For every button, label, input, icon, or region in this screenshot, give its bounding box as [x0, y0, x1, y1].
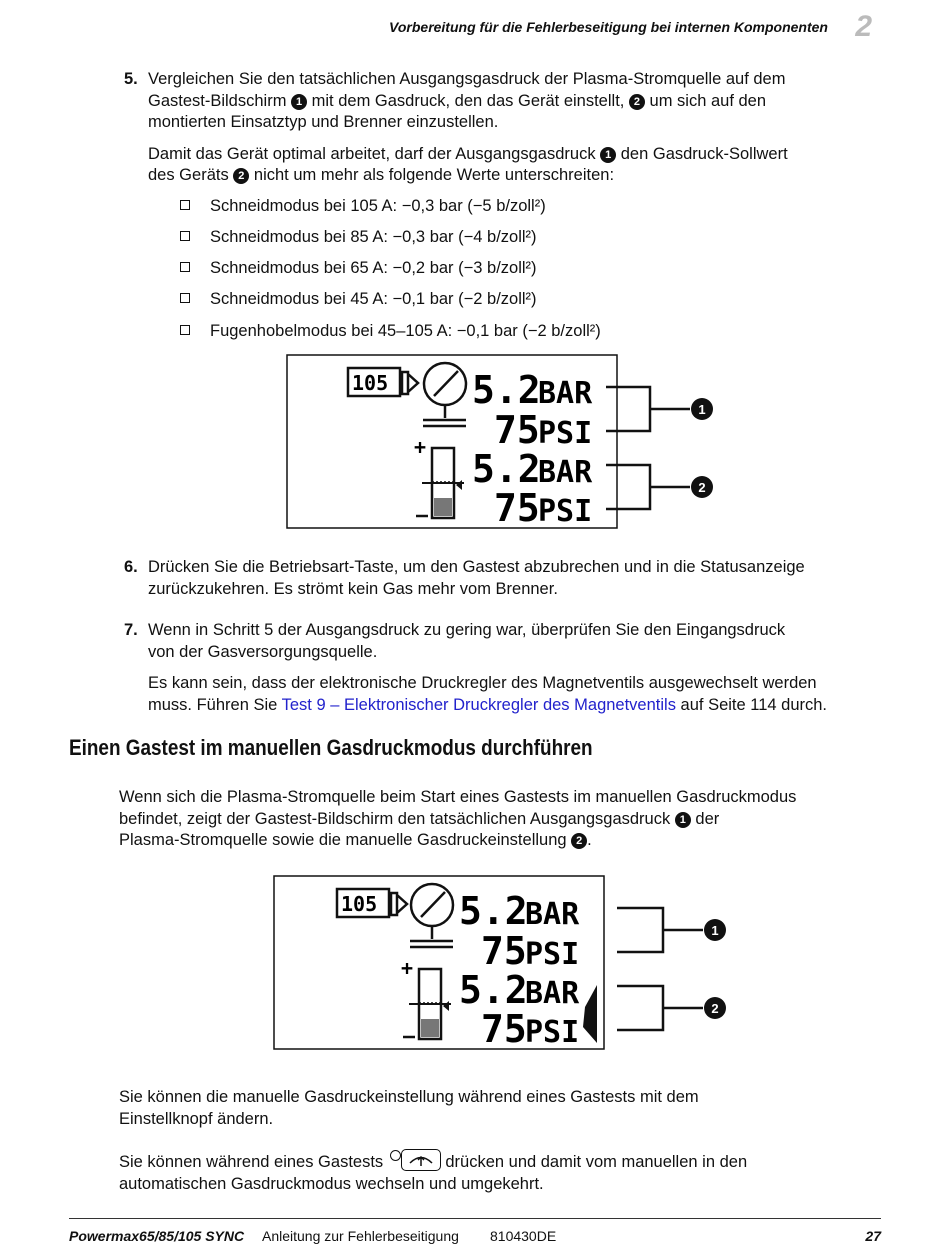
list-item: Fugenhobelmodus bei 45–105 A: −0,1 bar (−2 b/zoll²) [180, 322, 601, 341]
callout-bracket-1 [617, 908, 703, 952]
callout-2-icon: 2 [233, 168, 249, 184]
step-5-para2-line-2: des Geräts 2 nicht um mehr als folgende Werte unterschreiten: [148, 166, 615, 184]
lcd-bar-unit: BAR [538, 455, 593, 490]
step-5-line-2: Gastest-Bildschirm 1 mit dem Gasdruck, den das Gerät einstellt, 2 um sich auf den [148, 91, 767, 110]
lcd-psi-actual: 75 [494, 408, 540, 452]
section-intro: Wenn sich die Plasma-Stromquelle beim Start eines Gastests im manuellen Gasdruckmodus befindet, zeigt der Gastest-Bildschirm den tatsächlichen Ausgangsgasdruck 1 der Plasma-Stromquelle sowie die manuelle Gasdruckeinstellung 2 . [119, 788, 797, 849]
svg-text:+: + [414, 435, 427, 459]
step-5-line-3: montierten Einsatztyp und Brenner einzustellen. [148, 113, 499, 131]
checkbox-bullet-icon [180, 325, 190, 335]
svg-text:2: 2 [698, 480, 706, 495]
lcd-amps: 105 [352, 371, 389, 395]
lcd-psi-actual: 75 [481, 929, 527, 973]
callout-bracket-1 [606, 387, 690, 431]
lcd-bar-unit: BAR [525, 976, 580, 1011]
lcd-psi-unit: PSI [525, 937, 580, 972]
svg-text:+: + [401, 956, 414, 980]
led-indicator-icon [390, 1150, 401, 1161]
callout-2-icon: 2 [571, 833, 587, 849]
svg-text:1: 1 [711, 923, 719, 938]
gas-test-screen-figure-2 [273, 875, 743, 1051]
list-item: Schneidmodus bei 105 A: −0,3 bar (−5 b/zoll²) [180, 197, 546, 216]
checkbox-bullet-icon [180, 262, 190, 272]
callout-1-icon: 1 [675, 812, 691, 828]
checkbox-bullet-icon [180, 293, 190, 303]
checkbox-bullet-icon [180, 200, 190, 210]
chapter-number: 2 [855, 10, 872, 43]
gas-test-screen-figure-1 [286, 354, 726, 530]
callout-bracket-2 [617, 986, 703, 1030]
lcd-amps: 105 [341, 892, 378, 916]
running-header-title: Vorbereitung für die Fehlerbeseitigung bei internen Komponenten [389, 19, 828, 35]
lcd-bar-setpoint: 5.2 [472, 447, 541, 491]
page-number: 27 [865, 1228, 881, 1244]
section-paragraph-3: Sie können während eines Gastests drücken und damit vom manuellen in den automatischen Gasdruckmodus wechseln und umgekehrt. [119, 1149, 899, 1195]
lcd-psi-unit: PSI [525, 1015, 580, 1050]
footer-manual-title: Anleitung zur Fehlerbeseitigung [262, 1228, 459, 1244]
list-item: Schneidmodus bei 85 A: −0,3 bar (−4 b/zoll²) [180, 228, 537, 247]
gas-mode-button-icon [401, 1149, 441, 1171]
section-heading: Einen Gastest im manuellen Gasdruckmodus durchführen [69, 735, 593, 760]
svg-text:1: 1 [698, 402, 706, 417]
step-5-line-1: Vergleichen Sie den tatsächlichen Ausgangsgasdruck der Plasma-Stromquelle auf dem [148, 70, 786, 88]
lcd-bar-unit: BAR [525, 897, 580, 932]
callout-bracket-2 [606, 465, 690, 509]
list-item: Schneidmodus bei 65 A: −0,2 bar (−3 b/zoll²) [180, 259, 537, 278]
callout-1-icon: 1 [291, 94, 307, 110]
svg-text:2: 2 [711, 1001, 719, 1016]
checkbox-bullet-icon [180, 231, 190, 241]
footer-divider [69, 1218, 881, 1219]
lcd-psi-unit: PSI [538, 494, 593, 529]
footer-part-number: 810430DE [490, 1228, 557, 1244]
footer-product: Powermax65/85/105 SYNC [69, 1228, 245, 1244]
step-7-text: Wenn in Schritt 5 der Ausgangsdruck zu gering war, überprüfen Sie den Eingangsdruck von der Gasversorgungsquelle. Es kann sein, dass der elektronische Druckregler des Magnetventils ausgewechselt werden muss. Führen Sie Test 9 – Elektronischer Druckregler des Magnetventils auf Seite 114 durch. [148, 621, 828, 714]
lcd-bar-actual: 5.2 [459, 889, 528, 933]
step-6-number: 6. [124, 558, 138, 576]
step-5-number: 5. [124, 70, 138, 88]
list-item: Schneidmodus bei 45 A: −0,1 bar (−2 b/zoll²) [180, 290, 537, 309]
lcd-psi-setpoint: 75 [494, 486, 540, 530]
lcd-bar-setpoint: 5.2 [459, 968, 528, 1012]
section-paragraph-2: Sie können die manuelle Gasdruckeinstellung während eines Gastests mit dem Einstellknopf ändern. [119, 1088, 699, 1128]
callout-1-icon: 1 [600, 147, 616, 163]
step-6-text: Drücken Sie die Betriebsart-Taste, um den Gastest abzubrechen und in die Statusanzeige zurückzukehren. Es strömt kein Gas mehr vom Brenner. [148, 558, 805, 598]
lcd-psi-unit: PSI [538, 416, 593, 451]
test-9-link[interactable]: Test 9 – Elektronischer Druckregler des Magnetventils [281, 695, 676, 714]
step-5-text [148, 69, 868, 187]
lcd-bar-actual: 5.2 [472, 368, 541, 412]
lcd-psi-setpoint: 75 [481, 1007, 527, 1051]
step-5-para2-line-1: Damit das Gerät optimal arbeitet, darf der Ausgangsgasdruck 1 den Gasdruck-Sollwert [148, 144, 788, 163]
callout-2-icon: 2 [629, 94, 645, 110]
lcd-bar-unit: BAR [538, 376, 593, 411]
step-7-number: 7. [124, 621, 138, 639]
